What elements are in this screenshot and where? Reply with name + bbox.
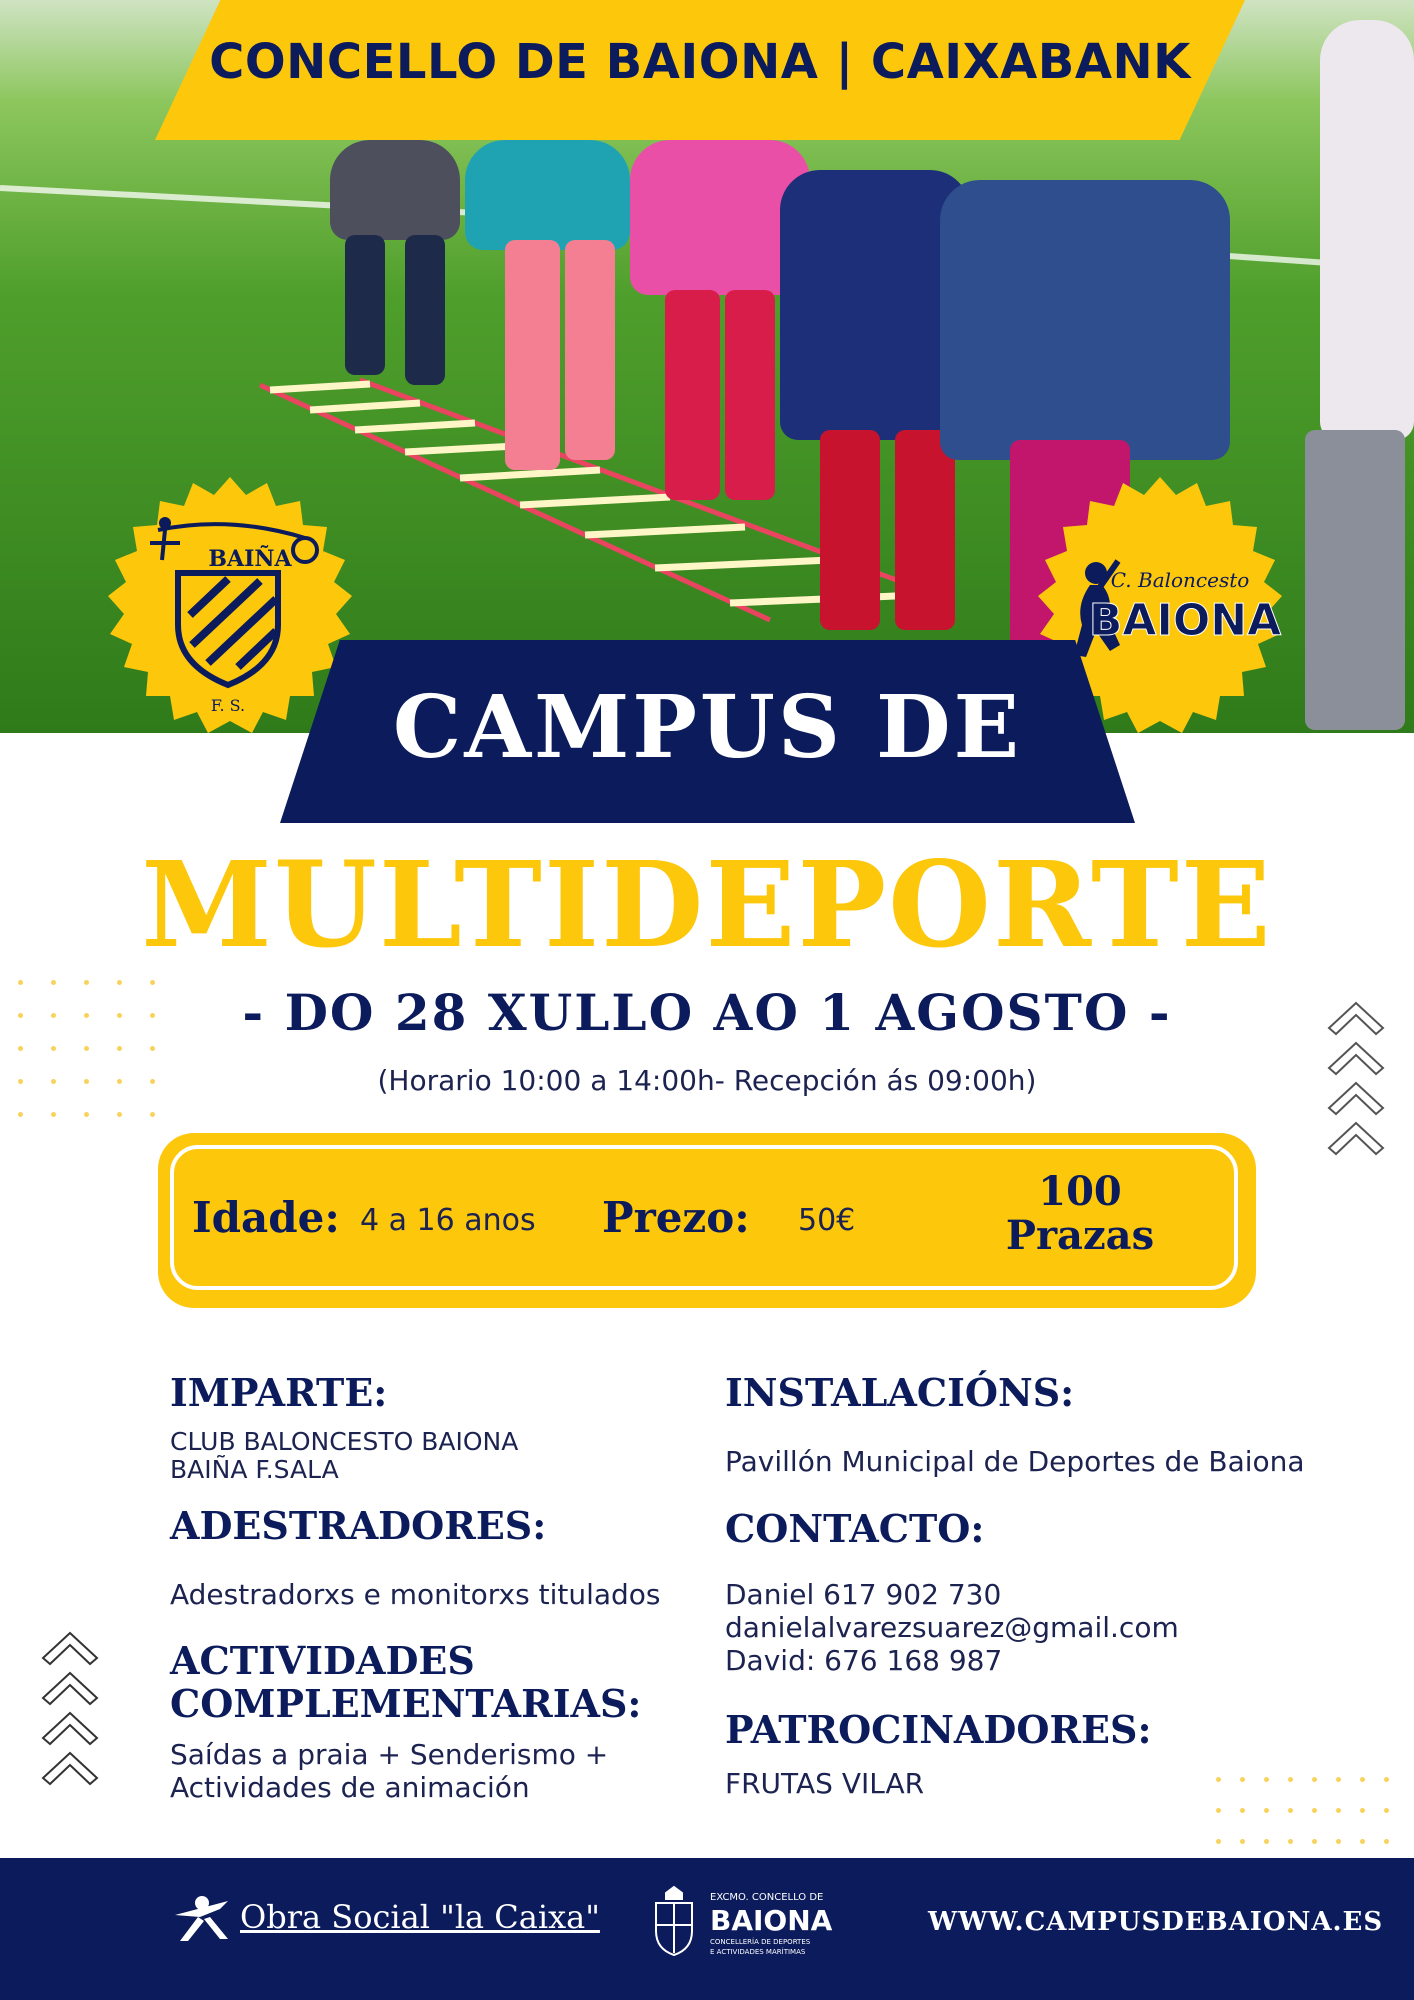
actividades-title-line1: ACTIVIDADES (170, 1638, 475, 1683)
places-number: 100 (1038, 1168, 1122, 1215)
adestradores-body: Adestradorxs e monitorxs titulados (170, 1578, 661, 1611)
actividades-title-line2: COMPLEMENTARIAS: (170, 1681, 642, 1726)
imparte-line2: BAIÑA F.SALA (170, 1455, 339, 1484)
instalacions-title: INSTALACIÓNS: (725, 1370, 1075, 1415)
patrocinadores-body: FRUTAS VILAR (725, 1767, 925, 1800)
age-label: Idade: (192, 1193, 340, 1242)
svg-text:BAIONA: BAIONA (1088, 595, 1282, 646)
age-value: 4 a 16 anos (360, 1203, 536, 1238)
decorative-dots-right (1216, 1777, 1408, 1844)
actividades-line2: Actividades de animación (170, 1771, 530, 1804)
footer-website-link[interactable]: WWW.CAMPUSDEBAIONA.ES (928, 1907, 1384, 1937)
imparte-line1: CLUB BALONCESTO BAIONA (170, 1427, 519, 1456)
places-label: Prazas (1005, 1212, 1155, 1259)
top-banner-text: CONCELLO DE BAIONA | CAIXABANK (209, 34, 1191, 90)
places-count (960, 1170, 1200, 1258)
footer-concello-sub1: CONCELLERÍA DE DEPORTES (710, 1938, 811, 1946)
imparte-title: IMPARTE: (170, 1370, 388, 1415)
footer-concello-small: EXCMO. CONCELLO DE (710, 1892, 824, 1903)
footer-concello-sub2: E ACTIVIDADES MARÍTIMAS (710, 1948, 806, 1956)
price-label: Prezo: (602, 1193, 750, 1242)
contacto-title: CONTACTO: (725, 1506, 985, 1551)
campus-dates: - DO 28 XULLO AO 1 AGOSTO - (242, 983, 1172, 1042)
actividades-line1: Saídas a praia + Senderismo + (170, 1738, 609, 1771)
la-caixa-star-icon (170, 1895, 232, 1945)
contacto-email[interactable]: danielalvarezsuarez@gmail.com (725, 1611, 1179, 1644)
instalacions-body: Pavillón Municipal de Deportes de Baiona (725, 1445, 1305, 1478)
contacto-line3: David: 676 168 987 (725, 1644, 1003, 1677)
chevron-stack-icon (1326, 998, 1386, 1158)
svg-text:C. Baloncesto: C. Baloncesto (1110, 568, 1250, 592)
chevron-stack-icon (40, 1628, 100, 1788)
campus-schedule: (Horario 10:00 a 14:00h- Recepción ás 09:00h) (377, 1064, 1037, 1097)
patrocinadores-title: PATROCINADORES: (725, 1707, 1152, 1752)
price-value: 50€ (798, 1203, 856, 1238)
decorative-dots-left (18, 980, 183, 1117)
svg-text:F. S.: F. S. (210, 696, 246, 715)
coat-of-arms-icon (652, 1885, 696, 1957)
svg-text:BAIÑA: BAIÑA (208, 546, 292, 572)
adestradores-title: ADESTRADORES: (170, 1503, 547, 1548)
main-title: MULTIDEPORTE (141, 835, 1273, 974)
footer-concello-name: BAIONA (710, 1904, 833, 1937)
footer-sponsor: Obra Social "la Caixa" (240, 1898, 600, 1936)
title-ribbon-text: CAMPUS DE (392, 677, 1023, 778)
contacto-line1: Daniel 617 902 730 (725, 1578, 1002, 1611)
